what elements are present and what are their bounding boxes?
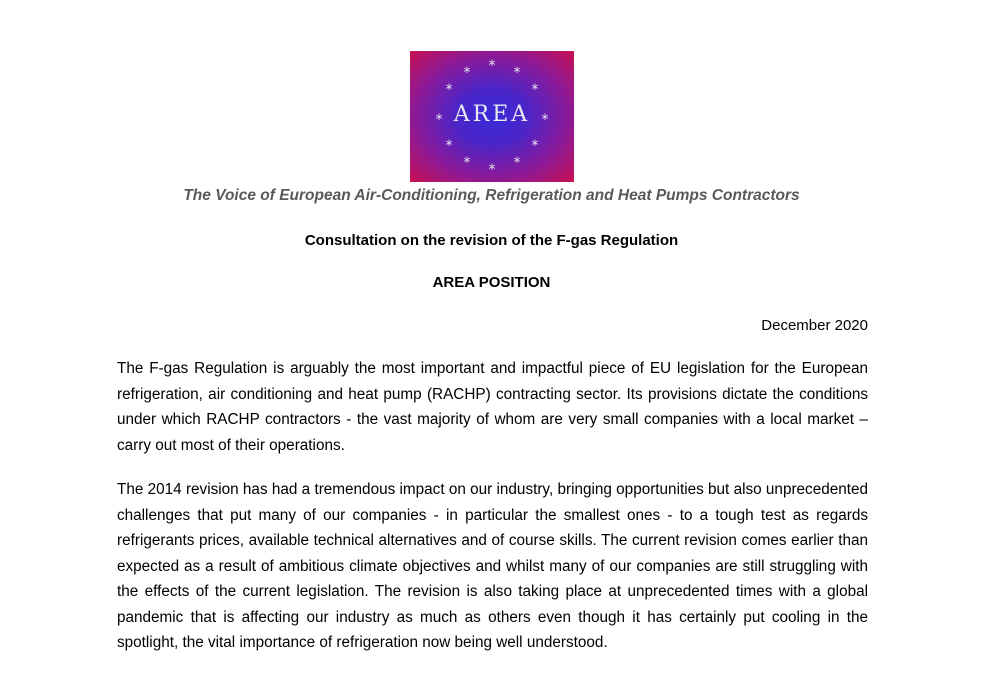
tagline: The Voice of European Air-Conditioning, Refrigeration and Heat Pumps Contractors — [183, 187, 800, 204]
star-icon: * — [531, 138, 539, 154]
star-icon: * — [445, 138, 453, 154]
star-icon: * — [541, 112, 549, 128]
star-icon: * — [435, 112, 443, 128]
star-icon: * — [463, 65, 471, 81]
star-icon: * — [531, 82, 539, 98]
star-icon: * — [488, 162, 496, 178]
paragraph-1: The F-gas Regulation is arguably the most important and impactful piece of EU legislation for the European refrigeration, air conditioning and heat pump (RACHP) contracting sector. Its provisions dictate the conditions under which RACHP contractors - the vast majority of whom are very small companies with a local market – carry out most of their operations. — [117, 360, 868, 454]
star-icon: * — [463, 155, 471, 171]
star-icon: * — [513, 155, 521, 171]
area-logo — [410, 51, 574, 182]
star-icon: * — [488, 58, 496, 74]
document-title: Consultation on the revision of the F-gas Regulation — [304, 232, 679, 249]
star-icon: * — [513, 65, 521, 81]
star-icon: * — [445, 82, 453, 98]
logo-text: AREA — [453, 102, 531, 127]
document-subtitle: AREA POSITION — [432, 274, 551, 291]
paragraph-2: The 2014 revision has had a tremendous impact on our industry, bringing opportunities but also unprecedented challenges that put many of our companies - in particular the smallest ones - to a tough test as regards refrigerants prices, available technical alternatives and of course skills. The current revision comes earlier than expected as a result of ambitious climate objectives and whilst many of our companies are still struggling with the effects of the current legislation. The revision is also taking place at unprecedented times with a global pandemic that is affecting our industry as much as others even though it has certainly put cooling in the spotlight, the vital importance of refrigeration now being well understood. — [117, 481, 868, 651]
document-date: December 2020 — [761, 317, 868, 334]
